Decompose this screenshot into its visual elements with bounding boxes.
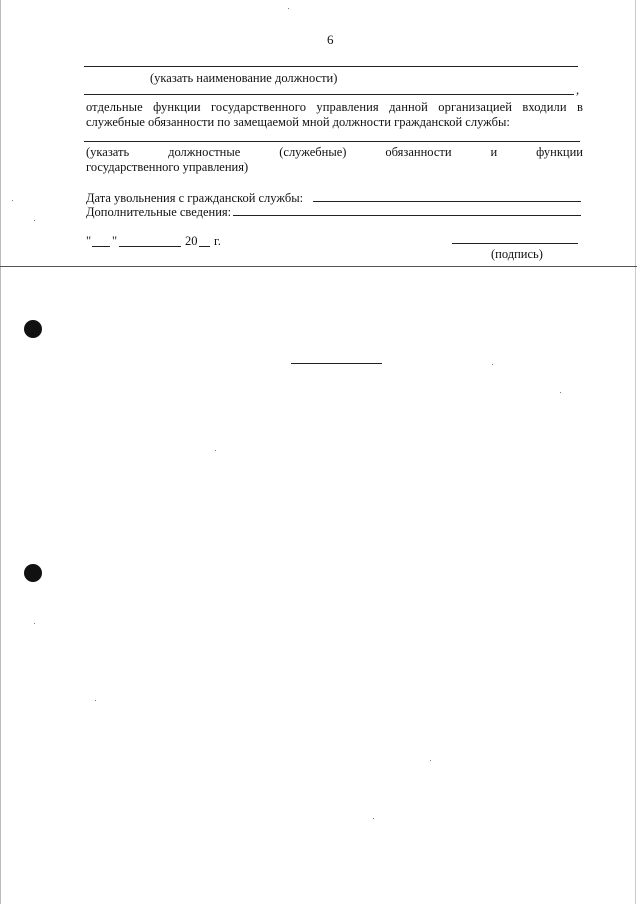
duties-hint-line-2: государственного управления) bbox=[86, 160, 249, 174]
scan-speck bbox=[12, 200, 13, 201]
scan-speck bbox=[34, 220, 35, 221]
scan-speck bbox=[492, 364, 493, 365]
date-quote-close: " bbox=[112, 234, 118, 248]
date-quote-open: " bbox=[86, 234, 92, 248]
duties-hint-word: должностные bbox=[168, 145, 241, 159]
dismissal-date-label: Дата увольнения с гражданской службы: bbox=[86, 191, 304, 205]
end-of-document-rule bbox=[291, 363, 382, 364]
date-year-suffix: г. bbox=[214, 234, 221, 248]
position-name-hint: (указать наименование должности) bbox=[150, 71, 338, 85]
scan-speck bbox=[430, 760, 431, 761]
duties-hint-word: и bbox=[490, 145, 498, 159]
date-year-field[interactable] bbox=[199, 246, 210, 247]
scan-speck bbox=[373, 818, 374, 819]
duties-hint-line-1 bbox=[86, 146, 583, 159]
additional-info-field[interactable] bbox=[233, 215, 581, 216]
duties-hint-word: (служебные) bbox=[279, 145, 347, 159]
punch-hole-top bbox=[24, 320, 42, 338]
additional-info-label: Дополнительные сведения: bbox=[86, 205, 232, 219]
position-continuation-line[interactable] bbox=[84, 94, 574, 95]
duties-text-line-1-content: отдельные функции государственного управления данной организацией входили в bbox=[86, 100, 583, 114]
signature-field[interactable] bbox=[452, 243, 578, 244]
duties-hint-word: обязанности bbox=[385, 145, 452, 159]
punch-hole-bottom bbox=[24, 564, 42, 582]
date-day-field[interactable] bbox=[92, 246, 110, 247]
scan-speck bbox=[34, 623, 35, 624]
signature-hint: (подпись) bbox=[491, 247, 543, 261]
date-month-field[interactable] bbox=[119, 246, 181, 247]
duties-blank-line[interactable] bbox=[84, 141, 580, 142]
duties-hint-word: (указать bbox=[86, 145, 130, 159]
form-bottom-separator bbox=[0, 266, 637, 267]
page-number: 6 bbox=[327, 32, 334, 47]
scan-speck bbox=[288, 8, 289, 9]
date-year-prefix: 20 bbox=[185, 234, 198, 248]
duties-hint-word: функции bbox=[536, 145, 583, 159]
page-edge-right bbox=[635, 0, 636, 904]
line-comma: , bbox=[576, 83, 580, 97]
duties-text-line-2: служебные обязанности по замещаемой мной должности гражданской службы: bbox=[86, 115, 510, 129]
scan-speck bbox=[560, 392, 561, 393]
position-name-line[interactable] bbox=[84, 66, 578, 67]
dismissal-date-field[interactable] bbox=[313, 201, 581, 202]
page-edge-left bbox=[0, 0, 1, 904]
scan-speck bbox=[215, 450, 216, 451]
scan-speck bbox=[95, 700, 96, 701]
duties-text-line-1 bbox=[86, 101, 583, 114]
